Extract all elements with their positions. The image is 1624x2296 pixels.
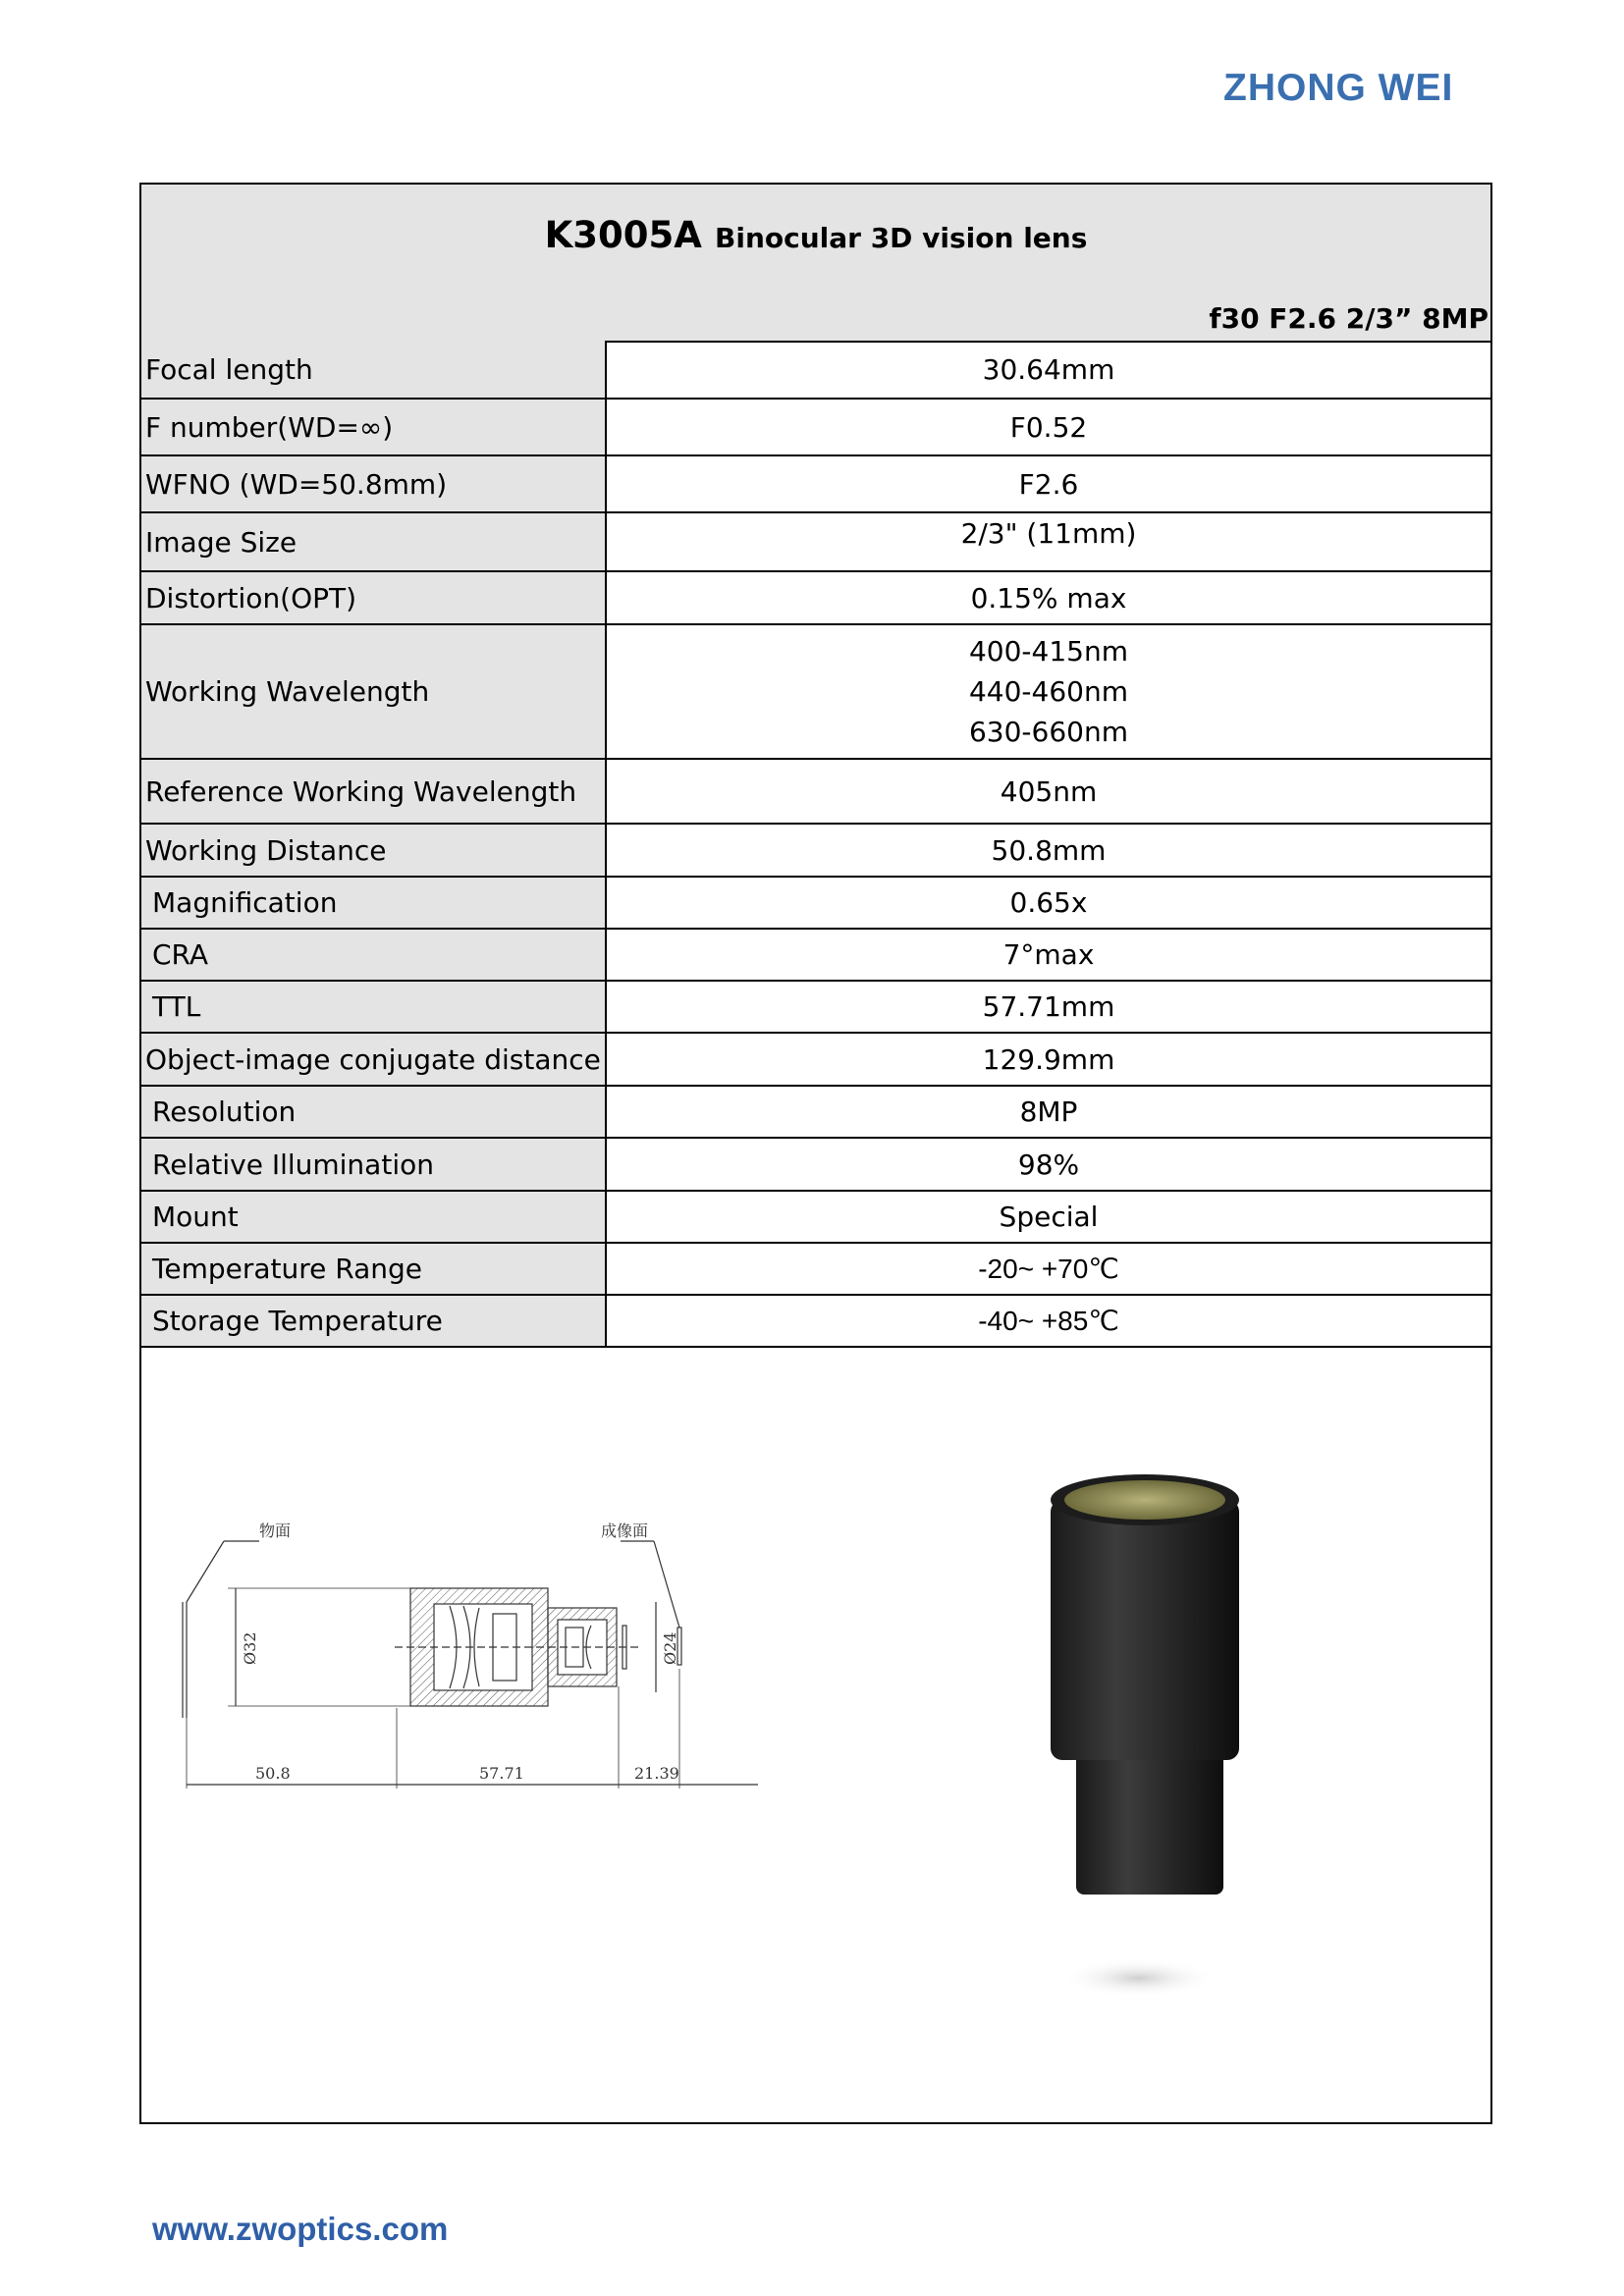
row-label: Working Distance [141, 824, 606, 877]
table-row [141, 455, 1490, 512]
row-label: Focal length [141, 341, 606, 399]
product-shadow [1060, 1958, 1218, 1998]
row-label: Magnification [141, 877, 606, 929]
table-row [141, 1243, 1490, 1295]
lens-product-photo [1021, 1453, 1257, 2002]
image-plane-label: 成像面 [601, 1522, 649, 1540]
table-row [141, 824, 1490, 877]
row-label: Mount [141, 1191, 606, 1243]
wavelength-value: 400-415nm [968, 635, 1128, 667]
dim-working-distance: 50.8 [255, 1764, 291, 1783]
row-value: Special [606, 1191, 1490, 1243]
row-label: WFNO (WD=50.8mm) [141, 455, 606, 512]
model-description: Binocular 3D vision lens [715, 222, 1088, 254]
model-number: K3005A [544, 214, 702, 256]
row-label: Temperature Range [141, 1243, 606, 1295]
row-label: Storage Temperature [141, 1295, 606, 1347]
table-row [141, 399, 1490, 455]
table-row [141, 981, 1490, 1033]
row-value: 0.65x [606, 877, 1490, 929]
row-label: F number(WD=∞) [141, 399, 606, 455]
row-value-list [606, 624, 1490, 759]
lens-barrel-front [1051, 1500, 1239, 1760]
row-value: 30.64mm [606, 341, 1490, 399]
row-value: 7°max [606, 929, 1490, 981]
row-value: 405nm [606, 759, 1490, 824]
leader-line [187, 1541, 224, 1602]
row-value: 8MP [606, 1086, 1490, 1138]
object-plane-label: 物面 [259, 1522, 292, 1540]
table-row [141, 1191, 1490, 1243]
diameter-left-label: Ø32 [241, 1631, 259, 1665]
table-row [141, 512, 1490, 571]
row-value: 0.15% max [606, 571, 1490, 624]
spec-sheet [139, 183, 1492, 2124]
lens-glass [1064, 1480, 1225, 1520]
lens-technical-drawing [169, 1512, 817, 1806]
wavelength-value: 440-460nm [968, 675, 1128, 708]
diameter-right-label: Ø24 [661, 1631, 679, 1665]
table-row [141, 1138, 1490, 1191]
row-label: TTL [141, 981, 606, 1033]
row-label: Object-image conjugate distance [141, 1033, 606, 1086]
dim-ttl: 57.71 [479, 1764, 524, 1783]
table-row [141, 341, 1490, 399]
row-value: 98% [606, 1138, 1490, 1191]
row-value: -40~ +85℃ [606, 1295, 1490, 1347]
table-row [141, 624, 1490, 759]
website-link[interactable]: www.zwoptics.com [152, 2211, 449, 2247]
row-value: 57.71mm [606, 981, 1490, 1033]
row-value: -20~ +70℃ [606, 1243, 1490, 1295]
table-row [141, 1295, 1490, 1347]
lens-barrel-rear [1076, 1747, 1223, 1895]
row-value: F0.52 [606, 399, 1490, 455]
row-value: 50.8mm [606, 824, 1490, 877]
wavelength-value: 630-660nm [968, 716, 1128, 748]
row-label: Reference Working Wavelength [141, 759, 606, 824]
table-row [141, 1033, 1490, 1086]
table-row [141, 1086, 1490, 1138]
sheet-header [141, 185, 1490, 343]
leader-line [654, 1541, 679, 1628]
row-value: 2/3" (11mm) [606, 512, 1490, 571]
spec-summary: f30 F2.6 2/3” 8MP [1209, 302, 1489, 335]
table-row [141, 571, 1490, 624]
row-label: Relative Illumination [141, 1138, 606, 1191]
row-label: Distortion(OPT) [141, 571, 606, 624]
spec-table [141, 341, 1490, 1348]
row-value: 129.9mm [606, 1033, 1490, 1086]
table-row [141, 877, 1490, 929]
row-value: F2.6 [606, 455, 1490, 512]
row-label: CRA [141, 929, 606, 981]
table-row [141, 759, 1490, 824]
row-label: Resolution [141, 1086, 606, 1138]
table-row [141, 929, 1490, 981]
brand-name: ZHONG WEI [1223, 67, 1454, 109]
title-row [141, 214, 1490, 256]
row-label: Image Size [141, 512, 606, 571]
dim-back: 21.39 [634, 1764, 679, 1783]
row-label: Working Wavelength [141, 624, 606, 759]
